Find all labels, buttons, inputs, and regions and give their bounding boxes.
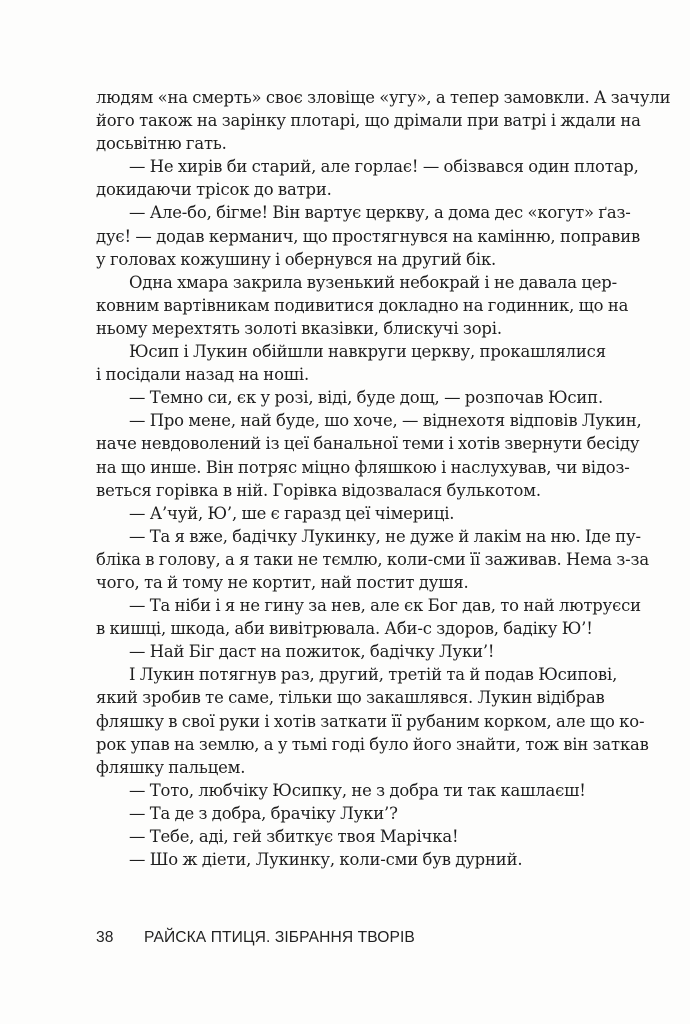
text-line: на що инше. Він потряс міцно фляшкою і наслухував, чи відоз-: [96, 457, 630, 477]
text-line: — Та де з добра, брачіку Луки’?: [129, 803, 398, 823]
text-line: — Темно си, єк у розі, віді, буде дощ, — розпочав Юсип.: [129, 388, 604, 408]
text-line: фляшку в свої руки і хотів заткати її рубаним корком, але що ко-: [96, 711, 645, 731]
text-line: рок упав на землю, а у тьмі годі було його знайти, тож він заткав: [96, 734, 649, 754]
text-line: — Тебе, аді, гей збиткує твоя Марічка!: [129, 827, 459, 846]
text-line: — Не хирів би старий, але горлає! — обізвався один плотар,: [129, 157, 639, 177]
paragraph: [96, 155, 639, 201]
text-line: — Шо ж діети, Лукинку, коли-сми був дурний.: [129, 850, 523, 870]
page-footer: [96, 929, 415, 947]
text-line: його також на зарінку плотарі, що дрімали при ватрі і ждали на: [96, 111, 641, 131]
book-page-text: [96, 86, 671, 871]
paragraph: [96, 340, 606, 386]
text-line: Одна хмара закрила вузенький небокрай і не давала цер-: [129, 272, 618, 292]
paragraph: [96, 640, 590, 663]
paragraph: [96, 502, 590, 525]
paragraph: [96, 201, 641, 270]
text-line: досьвітню гать.: [96, 134, 227, 154]
paragraph: [96, 594, 641, 640]
text-line: фляшку пальцем.: [96, 757, 246, 777]
paragraph: [96, 779, 590, 802]
text-line: ньому мерехтять золоті вказівки, блискучі зорі.: [96, 318, 502, 338]
paragraph: [96, 663, 649, 778]
text-line: — Про мене, най буде, шо хоче, — віднехотя відповів Лукин,: [129, 411, 642, 431]
text-line: веться горівка в ній. Горівка відозвалася булькотом.: [96, 480, 541, 500]
text-line: який зробив те саме, тільки що закашлявся. Лукин відібрав: [96, 688, 605, 708]
text-line: людям «на смерть» своє зловіще «угу», а тепер замовкли. А зачули: [96, 88, 671, 107]
text-line: І Лукин потягнув раз, другий, третій та й подав Юсипові,: [129, 665, 618, 685]
paragraph: [96, 86, 671, 155]
paragraph: [96, 525, 649, 594]
text-line: — Та я вже, бадічку Лукинку, не дуже й лакім на ню. Іде пу-: [129, 526, 641, 546]
text-line: — Але-бо, бігме! Він вартує церкву, а дома дес «когут» ґаз-: [129, 203, 631, 223]
running-title: РАЙСКА ПТИЦЯ. ЗІБРАННЯ ТВОРІВ: [144, 929, 415, 946]
text-line: в кишці, шкода, аби вивітрювала. Аби-с здоров, бадіку Ю’!: [96, 619, 593, 639]
text-line: докидаючи трісок до ватри.: [96, 180, 332, 200]
text-line: чого, та й тому не кортит, най постит душя.: [96, 572, 469, 592]
text-line: Юсип і Лукин обійшли навкруги церкву, прокашлялися: [129, 342, 606, 362]
paragraph: [96, 825, 590, 848]
page-number: 38: [96, 929, 114, 946]
text-line: дує! — додав керманич, що простягнувся на камінню, поправив: [96, 226, 641, 246]
paragraph: [96, 802, 590, 825]
paragraph: [96, 271, 629, 340]
paragraph: [96, 409, 642, 501]
text-line: бліка в голову, а я таки не тємлю, коли-сми її заживав. Нема з-за: [96, 549, 649, 569]
paragraph: [96, 386, 604, 409]
paragraph: [96, 848, 590, 871]
text-line: — Та ніби і я не гину за нев, але єк Бог дав, то най лютруєси: [129, 596, 641, 616]
text-line: у головах кожушину і обернувся на другий бік.: [96, 249, 497, 269]
text-line: — Тото, любчіку Юсипку, не з добра ти так кашлаєш!: [129, 780, 586, 800]
text-line: і посідали назад на ноші.: [96, 365, 310, 385]
text-line: наче невдоволений із цеї банальної теми і хотів звернути бесіду: [96, 434, 640, 454]
text-line: ковним вартівникам подивитися докладно на годинник, що на: [96, 295, 629, 315]
text-line: — А’чуй, Ю’, ше є гаразд цеї чімериці.: [129, 503, 455, 523]
text-line: — Най Біг даст на пожиток, бадічку Луки’!: [129, 642, 495, 662]
